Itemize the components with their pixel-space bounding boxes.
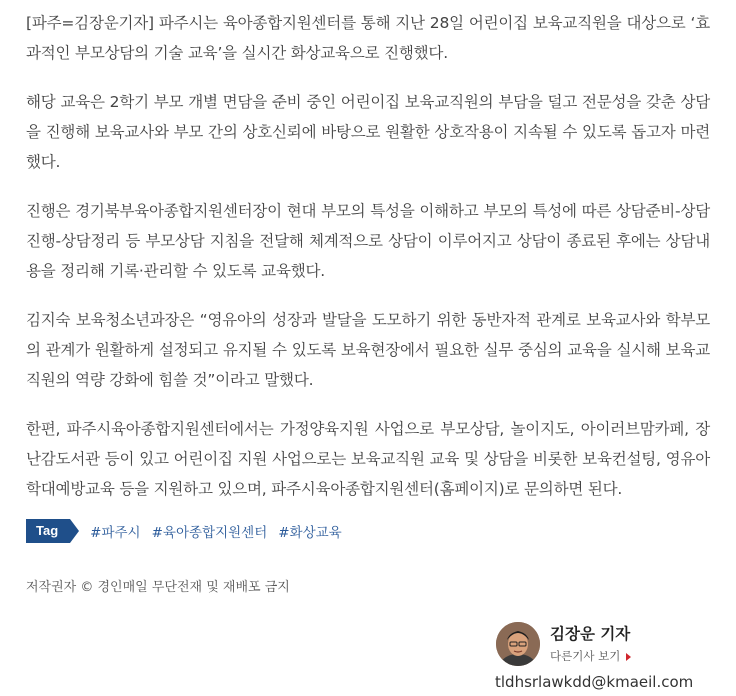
article-paragraph: 해당 교육은 2학기 부모 개별 면담을 준비 중인 어린이집 보육교직원의 부담을 덜고 전문성을 갖춘 상담을 진행해 보육교사와 부모 간의 상호신뢰에 바탕으로 원활한 상호작용이 지속될 수 있도록 돕고자 마련했다. <box>26 93 710 171</box>
article-paragraph: [파주=김장운기자] 파주시는 육아종합지원센터를 통해 지난 28일 어린이집 보육교직원을 대상으로 ‘효과적인 부모상담의 기술 교육’을 실시간 화상교육으로 진행했다. <box>26 14 710 62</box>
reporter-photo-icon <box>496 622 540 666</box>
tag-link-pajusi[interactable]: #파주시 <box>90 525 141 541</box>
article-body <box>26 8 710 523</box>
copyright-notice: 저작권자 © 경인매일 무단전재 및 재배포 금지 <box>26 580 290 595</box>
reporter-email[interactable]: tldhsrlawkdd@kmaeil.com <box>495 673 694 691</box>
caret-right-icon <box>626 653 631 661</box>
tag-label: Tag <box>26 519 70 543</box>
reporter-name: 김장운 기자 <box>550 625 631 643</box>
tag-link-video-education[interactable]: #화상교육 <box>278 525 342 541</box>
article-paragraph: 한편, 파주시육아종합지원센터에서는 가정양육지원 사업으로 부모상담, 놀이지도, 아이러브맘카페, 장난감도서관 등이 있고 어린이집 지원 사업으로는 보육교직원 교육 및 상담을 비롯한 보육컨설팅, 영유아 학대예방교육 등을 지원하고 있으며, 파주시육아종합지원센터(홈페이지)로 문의하면 된다. <box>26 420 710 498</box>
article-paragraph: 진행은 경기북부육아종합지원센터장이 현대 부모의 특성을 이해하고 부모의 특성에 따른 상담준비-상담진행-상담정리 등 부모상담 지침을 전달해 체계적으로 상담이 이루어지고 상담이 종료된 후에는 상담내용을 정리해 기록·관리할 수 있도록 교육했다. <box>26 202 710 280</box>
more-articles-link[interactable] <box>550 648 631 664</box>
tag-list <box>26 519 353 543</box>
tag-link-childcare-center[interactable]: #육아종합지원센터 <box>151 525 268 541</box>
reporter-byline <box>496 622 716 670</box>
article-paragraph: 김지숙 보육청소년과장은 “영유아의 성장과 발달을 도모하기 위한 동반자적 관계로 보육교사와 학부모의 관계가 원활하게 설정되고 유지될 수 있도록 보육현장에서 필요한 실무 중심의 교육을 실시해 보육교직원의 역량 강화에 힘쓸 것”이라고 말했다. <box>26 311 710 389</box>
avatar[interactable] <box>496 622 540 666</box>
more-articles-label: 다른기사 보기 <box>550 649 621 663</box>
